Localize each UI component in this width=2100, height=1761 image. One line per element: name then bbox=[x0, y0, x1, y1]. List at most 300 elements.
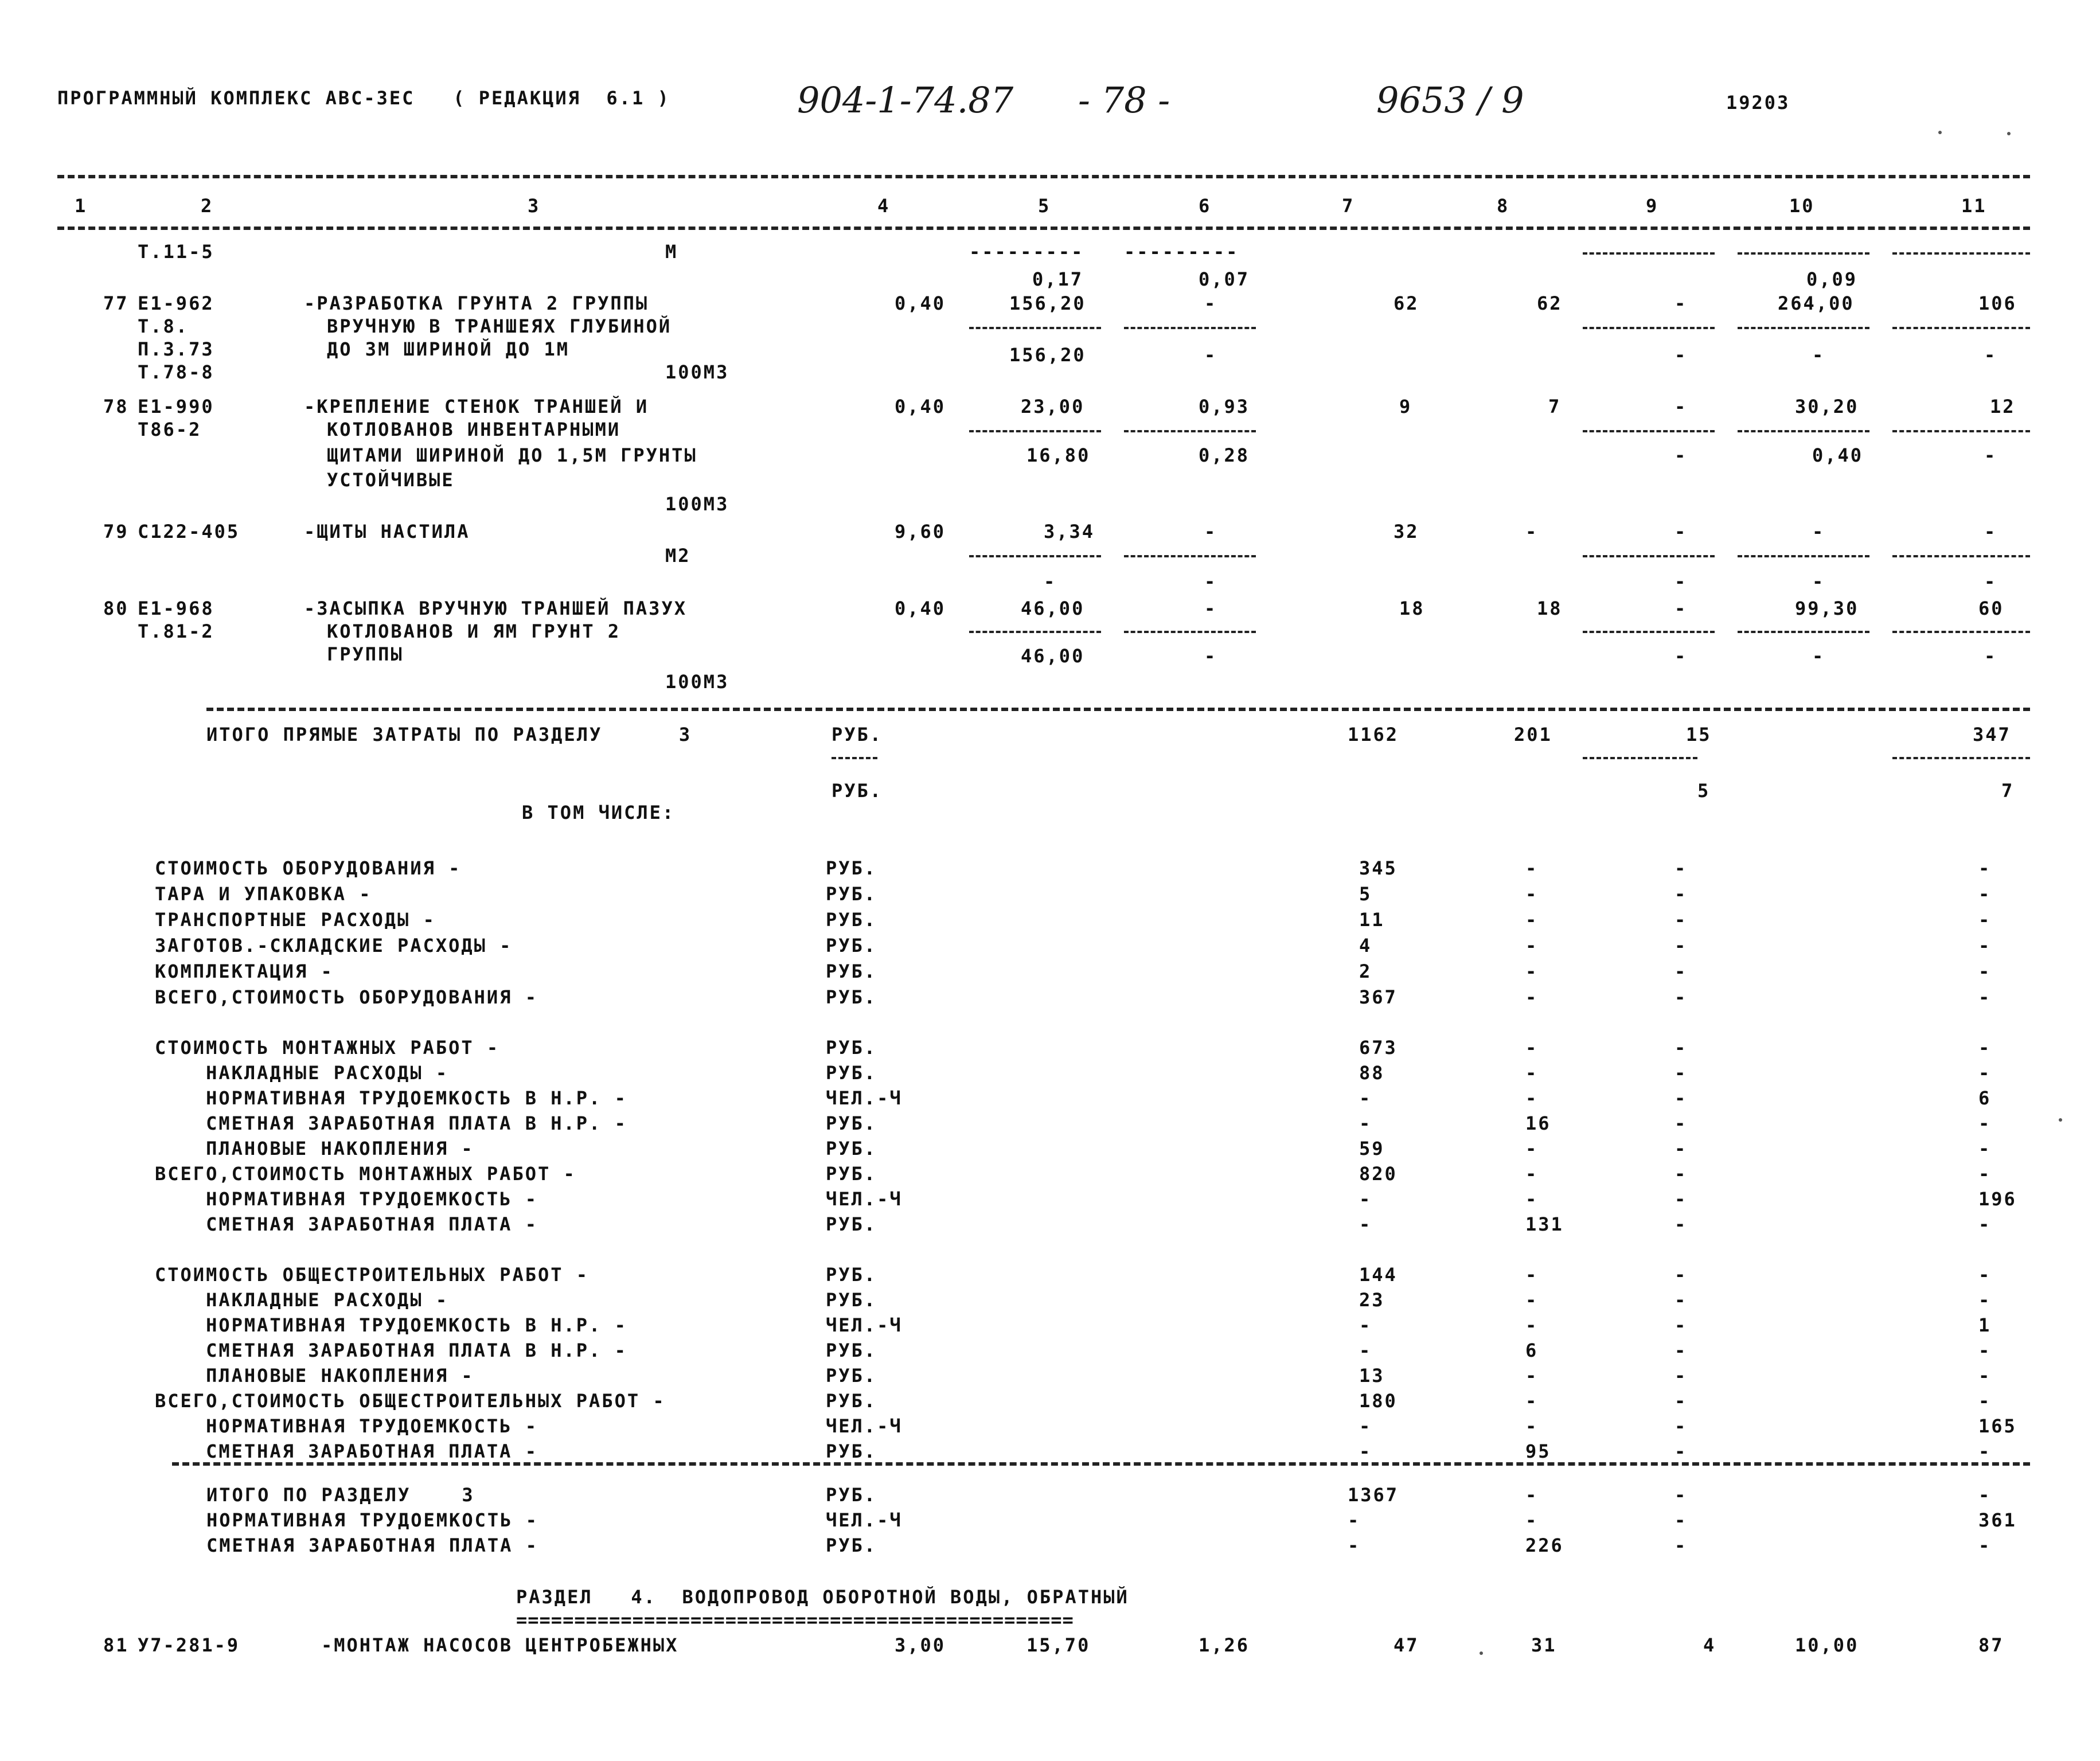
cell-c5: 23,00 bbox=[1021, 396, 1085, 417]
summary-label: ПЛАНОВЫЕ НАКОПЛЕНИЯ - bbox=[155, 1138, 474, 1159]
column-number: 2 bbox=[201, 195, 214, 217]
cell-c8: - bbox=[1525, 521, 1539, 542]
section-4-title: РАЗДЕЛ 4. ВОДОПРОВОД ОБОРОТНОЙ ВОДЫ, ОБРАТНЫЙ bbox=[516, 1586, 1129, 1608]
summary-c8: - bbox=[1525, 857, 1539, 879]
entry-code: Т86-2 bbox=[138, 419, 202, 440]
direct-costs-c7: 1162 bbox=[1348, 724, 1399, 745]
direct-costs-label: ИТОГО ПРЯМЫЕ ЗАТРАТЫ ПО РАЗДЕЛУ 3 bbox=[206, 724, 692, 745]
cell-c10-bottom: 0,40 bbox=[1812, 444, 1864, 466]
summary-unit: ЧЕЛ.-Ч bbox=[826, 1415, 903, 1437]
cell-c10: 30,20 bbox=[1795, 396, 1859, 417]
column-number: 11 bbox=[1961, 195, 1987, 217]
summary-label: СМЕТНАЯ ЗАРАБОТНАЯ ПЛАТА - bbox=[155, 1213, 538, 1235]
cell-divider bbox=[1124, 555, 1256, 557]
summary-c11: - bbox=[1978, 1340, 1992, 1361]
summary-c11: - bbox=[1978, 960, 1992, 982]
section-total-c9: - bbox=[1674, 1509, 1688, 1531]
summary-c11: - bbox=[1978, 1390, 1992, 1412]
cell-c8: 18 bbox=[1537, 598, 1563, 619]
cell-divider bbox=[1892, 430, 2030, 432]
column-number: 8 bbox=[1497, 195, 1510, 217]
entry-quantity: 0,40 bbox=[895, 292, 946, 314]
summary-c8: 95 bbox=[1525, 1440, 1551, 1462]
cell-c7: 62 bbox=[1394, 292, 1419, 314]
entry-code: Т.11-5 bbox=[138, 241, 214, 263]
summary-c9: - bbox=[1674, 1062, 1688, 1084]
entry-unit: 100М3 bbox=[665, 671, 729, 693]
cell-c9-bottom: - bbox=[1674, 344, 1688, 366]
summary-c7: - bbox=[1359, 1440, 1372, 1462]
summary-label: КОМПЛЕКТАЦИЯ - bbox=[155, 960, 334, 982]
summary-c8: - bbox=[1525, 1087, 1539, 1109]
summary-label: СМЕТНАЯ ЗАРАБОТНАЯ ПЛАТА В Н.Р. - bbox=[155, 1340, 627, 1361]
summary-c7: 4 bbox=[1359, 935, 1372, 956]
scan-speck bbox=[2059, 1118, 2062, 1122]
cell-divider bbox=[1738, 631, 1869, 633]
summary-c8: - bbox=[1525, 1163, 1539, 1185]
section-totals-rule bbox=[172, 1462, 2030, 1466]
cell-c5-bottom: 46,00 bbox=[1021, 645, 1085, 667]
direct-costs-c11-bottom: 7 bbox=[2001, 780, 2015, 802]
cell-divider bbox=[1124, 430, 1256, 432]
summary-label: НАКЛАДНЫЕ РАСХОДЫ - bbox=[155, 1289, 449, 1311]
cell-divider bbox=[1583, 430, 1715, 432]
column-number: 5 bbox=[1038, 195, 1051, 217]
document-number: 19203 bbox=[1726, 92, 1790, 114]
summary-unit: ЧЕЛ.-Ч bbox=[826, 1188, 903, 1210]
summary-c11: - bbox=[1978, 909, 1992, 931]
cell-c11-bottom: - bbox=[1984, 645, 1997, 667]
cell-c11-bottom: - bbox=[1984, 344, 1997, 366]
handwritten-sheet-number: 9653 / 9 bbox=[1376, 79, 1524, 121]
summary-c7: 11 bbox=[1359, 909, 1385, 931]
summary-label: СТОИМОСТЬ ОБОРУДОВАНИЯ - bbox=[155, 857, 462, 879]
summary-c11: 196 bbox=[1978, 1188, 2017, 1210]
cell-c9: - bbox=[1674, 396, 1688, 417]
cell-c10-bottom: - bbox=[1812, 645, 1825, 667]
entry-description: -ЗАСЫПКА ВРУЧНУЮ ТРАНШЕЙ ПАЗУХ bbox=[304, 598, 687, 619]
summary-unit: РУБ. bbox=[826, 1213, 877, 1235]
summary-c9: - bbox=[1674, 883, 1688, 905]
summary-c7: 23 bbox=[1359, 1289, 1385, 1311]
column-number: 3 bbox=[528, 195, 541, 217]
entry-description: -КРЕПЛЕНИЕ СТЕНОК ТРАНШЕЙ И bbox=[304, 396, 649, 417]
cell-divider bbox=[1583, 631, 1715, 633]
summary-unit: РУБ. bbox=[826, 1112, 877, 1134]
cell-c11: 60 bbox=[1978, 598, 2004, 619]
summary-c9: - bbox=[1674, 1037, 1688, 1059]
handwritten-page-number: - 78 - bbox=[1078, 79, 1170, 121]
entry-unit: 100М3 bbox=[665, 361, 729, 383]
cell-c10-bottom: - bbox=[1812, 344, 1825, 366]
summary-unit: РУБ. bbox=[826, 1138, 877, 1159]
column-number: 10 bbox=[1789, 195, 1815, 217]
entry-description: КОТЛОВАНОВ И ЯМ ГРУНТ 2 bbox=[327, 620, 621, 642]
summary-c8: - bbox=[1525, 1264, 1539, 1286]
summary-c8: - bbox=[1525, 1314, 1539, 1336]
cell-c11: 106 bbox=[1978, 292, 2017, 314]
cell-c8: 7 bbox=[1548, 396, 1562, 417]
entry-code: Т.81-2 bbox=[138, 620, 214, 642]
summary-c8: - bbox=[1525, 1188, 1539, 1210]
summary-label: ТРАНСПОРТНЫЕ РАСХОДЫ - bbox=[155, 909, 436, 931]
section-total-c7: - bbox=[1348, 1534, 1361, 1556]
summary-unit: РУБ. bbox=[826, 960, 877, 982]
cell-c10: 99,30 bbox=[1795, 598, 1859, 619]
summary-c9: - bbox=[1674, 1112, 1688, 1134]
summary-c7: 2 bbox=[1359, 960, 1372, 982]
cell-divider: --------- bbox=[969, 241, 1084, 263]
summary-c11: - bbox=[1978, 1138, 1992, 1159]
summary-label: НОРМАТИВНАЯ ТРУДОЕМКОСТЬ В Н.Р. - bbox=[155, 1314, 627, 1336]
summary-label: СМЕТНАЯ ЗАРАБОТНАЯ ПЛАТА В Н.Р. - bbox=[155, 1112, 627, 1134]
summary-c11: - bbox=[1978, 1112, 1992, 1134]
cell-c9-bottom: - bbox=[1674, 444, 1688, 466]
summary-c11: - bbox=[1978, 986, 1992, 1008]
summary-c9: - bbox=[1674, 1390, 1688, 1412]
summary-unit: РУБ. bbox=[826, 1365, 877, 1387]
summary-c8: - bbox=[1525, 1365, 1539, 1387]
totals-rule bbox=[206, 708, 2030, 711]
direct-costs-unit: РУБ. bbox=[832, 724, 883, 745]
summary-c7: - bbox=[1359, 1087, 1372, 1109]
section-total-c8: - bbox=[1525, 1509, 1539, 1531]
summary-unit: РУБ. bbox=[826, 1340, 877, 1361]
section-total-c8: - bbox=[1525, 1484, 1539, 1506]
summary-c9: - bbox=[1674, 986, 1688, 1008]
cell-c7: 32 bbox=[1394, 521, 1419, 542]
cell-divider bbox=[1124, 327, 1256, 329]
entry-unit: М bbox=[665, 241, 678, 263]
section-total-label: ИТОГО ПО РАЗДЕЛУ 3 bbox=[206, 1484, 475, 1506]
entry-code: Е1-990 bbox=[138, 396, 214, 417]
cell-divider bbox=[1892, 555, 2030, 557]
summary-c11: - bbox=[1978, 1289, 1992, 1311]
summary-c7: 345 bbox=[1359, 857, 1398, 879]
cell-divider bbox=[832, 757, 877, 759]
summary-c7: - bbox=[1359, 1314, 1372, 1336]
summary-c8: - bbox=[1525, 1037, 1539, 1059]
summary-c9: - bbox=[1674, 1138, 1688, 1159]
cell-c5: 46,00 bbox=[1021, 598, 1085, 619]
cell-c11: - bbox=[1984, 521, 1997, 542]
entry-unit: М2 bbox=[665, 545, 691, 567]
section-total-c7: 1367 bbox=[1348, 1484, 1399, 1506]
summary-c9: - bbox=[1674, 1087, 1688, 1109]
cell-divider bbox=[969, 631, 1101, 633]
cell-divider bbox=[1892, 631, 2030, 633]
entry-number: 78 bbox=[103, 396, 129, 417]
summary-unit: РУБ. bbox=[826, 1390, 877, 1412]
cell-c5: 156,20 bbox=[1009, 292, 1086, 314]
summary-c11: - bbox=[1978, 1037, 1992, 1059]
cell-divider bbox=[1583, 757, 1697, 759]
cell-divider bbox=[1738, 327, 1869, 329]
entry-description: ЩИТАМИ ШИРИНОЙ ДО 1,5М ГРУНТЫ bbox=[327, 444, 697, 466]
summary-c9: - bbox=[1674, 1340, 1688, 1361]
section-total-unit: РУБ. bbox=[826, 1534, 877, 1556]
section-total-label: СМЕТНАЯ ЗАРАБОТНАЯ ПЛАТА - bbox=[206, 1534, 538, 1556]
summary-c8: - bbox=[1525, 1390, 1539, 1412]
column-number: 7 bbox=[1342, 195, 1355, 217]
cell-c10-bottom: - bbox=[1812, 571, 1825, 592]
section-total-c9: - bbox=[1674, 1534, 1688, 1556]
cell-c9: - bbox=[1674, 598, 1688, 619]
section-total-c11: - bbox=[1978, 1484, 1992, 1506]
summary-unit: РУБ. bbox=[826, 1264, 877, 1286]
section-total-unit: ЧЕЛ.-Ч bbox=[826, 1509, 903, 1531]
summary-c9: - bbox=[1674, 1264, 1688, 1286]
summary-label: НАКЛАДНЫЕ РАСХОДЫ - bbox=[155, 1062, 449, 1084]
column-number: 9 bbox=[1646, 195, 1659, 217]
summary-c9: - bbox=[1674, 909, 1688, 931]
entry-description: ВРУЧНУЮ В ТРАНШЕЯХ ГЛУБИНОЙ bbox=[327, 315, 672, 337]
summary-c7: - bbox=[1359, 1213, 1372, 1235]
summary-unit: РУБ. bbox=[826, 883, 877, 905]
cell-c6-top: 0,07 bbox=[1199, 268, 1250, 290]
entry-code: Е1-968 bbox=[138, 598, 214, 619]
summary-label: НОРМАТИВНАЯ ТРУДОЕМКОСТЬ - bbox=[155, 1415, 538, 1437]
summary-c8: - bbox=[1525, 1289, 1539, 1311]
column-number: 1 bbox=[75, 195, 88, 217]
summary-c7: 180 bbox=[1359, 1390, 1398, 1412]
cell-divider bbox=[1738, 430, 1869, 432]
cell-c6: - bbox=[1204, 521, 1217, 542]
cell-c7: 18 bbox=[1399, 598, 1425, 619]
cell-c11-bottom: - bbox=[1984, 444, 1997, 466]
summary-c8: - bbox=[1525, 1138, 1539, 1159]
cell-divider: --------- bbox=[1124, 241, 1239, 263]
summary-c9: - bbox=[1674, 1440, 1688, 1462]
cell-c9: - bbox=[1674, 292, 1688, 314]
summary-c11: - bbox=[1978, 935, 1992, 956]
summary-c9: - bbox=[1674, 857, 1688, 879]
summary-c7: - bbox=[1359, 1340, 1372, 1361]
entry-description: ДО 3М ШИРИНОЙ ДО 1М bbox=[327, 338, 570, 360]
summary-c7: 367 bbox=[1359, 986, 1398, 1008]
summary-unit: РУБ. bbox=[826, 1037, 877, 1059]
summary-c7: 88 bbox=[1359, 1062, 1385, 1084]
cell-c6-bottom: - bbox=[1204, 645, 1217, 667]
direct-costs-c9: 15 bbox=[1686, 724, 1712, 745]
summary-c8: - bbox=[1525, 960, 1539, 982]
summary-unit: РУБ. bbox=[826, 909, 877, 931]
summary-unit: РУБ. bbox=[826, 1440, 877, 1462]
column-number: 4 bbox=[877, 195, 891, 217]
cell-c11: 12 bbox=[1990, 396, 2016, 417]
entry-description: -ЩИТЫ НАСТИЛА bbox=[304, 521, 470, 542]
cell-c11-bottom: - bbox=[1984, 571, 1997, 592]
cell-c6: - bbox=[1204, 598, 1217, 619]
summary-c9: - bbox=[1674, 1365, 1688, 1387]
summary-c8: - bbox=[1525, 1415, 1539, 1437]
scan-speck bbox=[1480, 1651, 1483, 1655]
cell-divider bbox=[1892, 327, 2030, 329]
cell-c5-bottom: 16,80 bbox=[1026, 444, 1091, 466]
cell-c9: 4 bbox=[1703, 1634, 1716, 1656]
entry-description: -РАЗРАБОТКА ГРУНТА 2 ГРУППЫ bbox=[304, 292, 649, 314]
entry-description: ГРУППЫ bbox=[327, 643, 404, 665]
summary-unit: РУБ. bbox=[826, 1289, 877, 1311]
summary-c8: 16 bbox=[1525, 1112, 1551, 1134]
section-total-label: НОРМАТИВНАЯ ТРУДОЕМКОСТЬ - bbox=[206, 1509, 538, 1531]
entry-code: У7-281-9 bbox=[138, 1634, 240, 1656]
cell-c6-bottom: - bbox=[1204, 344, 1217, 366]
entry-number: 77 bbox=[103, 292, 129, 314]
summary-c11: - bbox=[1978, 857, 1992, 879]
cell-c10: 10,00 bbox=[1795, 1634, 1859, 1656]
cell-c10: 264,00 bbox=[1778, 292, 1855, 314]
summary-unit: РУБ. bbox=[826, 986, 877, 1008]
cell-c6-bottom: 0,28 bbox=[1199, 444, 1250, 466]
summary-c11: - bbox=[1978, 1365, 1992, 1387]
summary-label: ЗАГОТОВ.-СКЛАДСКИЕ РАСХОДЫ - bbox=[155, 935, 513, 956]
cell-c10-top: 0,09 bbox=[1806, 268, 1858, 290]
cell-divider bbox=[1583, 327, 1715, 329]
summary-c11: - bbox=[1978, 1062, 1992, 1084]
summary-c8: - bbox=[1525, 1062, 1539, 1084]
direct-costs-c8: 201 bbox=[1514, 724, 1552, 745]
summary-c7: - bbox=[1359, 1112, 1372, 1134]
table-top-rule bbox=[57, 175, 2030, 178]
entry-code: С122-405 bbox=[138, 521, 240, 542]
summary-c11: - bbox=[1978, 1440, 1992, 1462]
section-total-unit: РУБ. bbox=[826, 1484, 877, 1506]
cell-divider bbox=[1124, 631, 1256, 633]
including-heading: В ТОМ ЧИСЛЕ: bbox=[522, 802, 676, 823]
summary-label: НОРМАТИВНАЯ ТРУДОЕМКОСТЬ В Н.Р. - bbox=[155, 1087, 627, 1109]
summary-c7: - bbox=[1359, 1415, 1372, 1437]
summary-label: ВСЕГО,СТОИМОСТЬ ОБОРУДОВАНИЯ - bbox=[155, 986, 538, 1008]
summary-c8: - bbox=[1525, 909, 1539, 931]
cell-divider bbox=[969, 555, 1101, 557]
summary-label: СМЕТНАЯ ЗАРАБОТНАЯ ПЛАТА - bbox=[155, 1440, 538, 1462]
summary-c11: 1 bbox=[1978, 1314, 1992, 1336]
summary-c8: - bbox=[1525, 883, 1539, 905]
cell-c10: - bbox=[1812, 521, 1825, 542]
direct-costs-c11: 347 bbox=[1973, 724, 2011, 745]
summary-c9: - bbox=[1674, 1289, 1688, 1311]
summary-unit: ЧЕЛ.-Ч bbox=[826, 1087, 903, 1109]
summary-c11: - bbox=[1978, 883, 1992, 905]
summary-c8: 131 bbox=[1525, 1213, 1564, 1235]
cell-divider bbox=[1583, 252, 1715, 255]
cell-divider bbox=[1583, 555, 1715, 557]
summary-c11: 165 bbox=[1978, 1415, 2017, 1437]
cell-c6: 1,26 bbox=[1199, 1634, 1250, 1656]
summary-c8: - bbox=[1525, 986, 1539, 1008]
entry-code: Т.78-8 bbox=[138, 361, 214, 383]
cell-c6-bottom: - bbox=[1204, 571, 1217, 592]
summary-c9: - bbox=[1674, 960, 1688, 982]
entry-code: Т.8. bbox=[138, 315, 189, 337]
summary-unit: РУБ. bbox=[826, 1163, 877, 1185]
cell-c6: 0,93 bbox=[1199, 396, 1250, 417]
summary-c9: - bbox=[1674, 1415, 1688, 1437]
entry-description: -МОНТАЖ НАСОСОВ ЦЕНТРОБЕЖНЫХ bbox=[321, 1634, 679, 1656]
summary-label: ВСЕГО,СТОИМОСТЬ МОНТАЖНЫХ РАБОТ - bbox=[155, 1163, 576, 1185]
cell-divider bbox=[1892, 252, 2030, 255]
section-4-underline: ================================================ bbox=[516, 1609, 1074, 1631]
entry-number: 80 bbox=[103, 598, 129, 619]
summary-c11: - bbox=[1978, 1213, 1992, 1235]
summary-c8: - bbox=[1525, 935, 1539, 956]
entry-unit: 100М3 bbox=[665, 493, 729, 515]
column-number: 6 bbox=[1199, 195, 1212, 217]
summary-c7: 820 bbox=[1359, 1163, 1398, 1185]
summary-c11: - bbox=[1978, 1163, 1992, 1185]
cell-c8: 62 bbox=[1537, 292, 1563, 314]
summary-c7: 59 bbox=[1359, 1138, 1385, 1159]
cell-c5-bottom: - bbox=[1044, 571, 1057, 592]
cell-c9-bottom: - bbox=[1674, 645, 1688, 667]
cell-divider bbox=[1738, 252, 1869, 255]
summary-label: ВСЕГО,СТОИМОСТЬ ОБЩЕСТРОИТЕЛЬНЫХ РАБОТ - bbox=[155, 1390, 666, 1412]
summary-c9: - bbox=[1674, 1314, 1688, 1336]
summary-unit: ЧЕЛ.-Ч bbox=[826, 1314, 903, 1336]
cell-c11: 87 bbox=[1978, 1634, 2004, 1656]
cell-c9: - bbox=[1674, 521, 1688, 542]
program-title: ПРОГРАММНЫЙ КОМПЛЕКС АВС-3ЕС ( РЕДАКЦИЯ 6.1 ) bbox=[57, 87, 670, 109]
cell-c5-top: 0,17 bbox=[1032, 268, 1084, 290]
summary-c9: - bbox=[1674, 1213, 1688, 1235]
summary-unit: РУБ. bbox=[826, 1062, 877, 1084]
cell-divider bbox=[1892, 757, 2030, 759]
scan-speck bbox=[2007, 132, 2011, 135]
entry-quantity: 0,40 bbox=[895, 396, 946, 417]
cell-divider bbox=[969, 430, 1101, 432]
summary-unit: РУБ. bbox=[826, 935, 877, 956]
summary-label: СТОИМОСТЬ ОБЩЕСТРОИТЕЛЬНЫХ РАБОТ - bbox=[155, 1264, 590, 1286]
column-header-rule bbox=[57, 227, 2030, 230]
entry-quantity: 0,40 bbox=[895, 598, 946, 619]
cell-divider bbox=[1738, 555, 1869, 557]
summary-label: НОРМАТИВНАЯ ТРУДОЕМКОСТЬ - bbox=[155, 1188, 538, 1210]
entry-description: УСТОЙЧИВЫЕ bbox=[327, 469, 455, 491]
entry-code: Е1-962 bbox=[138, 292, 214, 314]
entry-quantity: 3,00 bbox=[895, 1634, 946, 1656]
summary-label: ТАРА И УПАКОВКА - bbox=[155, 883, 372, 905]
summary-c11: - bbox=[1978, 1264, 1992, 1286]
cell-c7: 47 bbox=[1394, 1634, 1419, 1656]
section-total-c11: - bbox=[1978, 1534, 1992, 1556]
summary-c8: 6 bbox=[1525, 1340, 1539, 1361]
section-total-c11: 361 bbox=[1978, 1509, 2017, 1531]
summary-unit: РУБ. bbox=[826, 857, 877, 879]
scan-speck bbox=[1938, 131, 1942, 134]
summary-c7: 13 bbox=[1359, 1365, 1385, 1387]
entry-number: 79 bbox=[103, 521, 129, 542]
cell-c7: 9 bbox=[1399, 396, 1412, 417]
cell-divider bbox=[969, 327, 1101, 329]
summary-c11: 6 bbox=[1978, 1087, 1992, 1109]
summary-c7: 5 bbox=[1359, 883, 1372, 905]
summary-c9: - bbox=[1674, 1188, 1688, 1210]
summary-c7: - bbox=[1359, 1188, 1372, 1210]
summary-label: СТОИМОСТЬ МОНТАЖНЫХ РАБОТ - bbox=[155, 1037, 500, 1059]
summary-label: ПЛАНОВЫЕ НАКОПЛЕНИЯ - bbox=[155, 1365, 474, 1387]
summary-c7: 673 bbox=[1359, 1037, 1398, 1059]
section-total-c8: 226 bbox=[1525, 1534, 1564, 1556]
cell-c6: - bbox=[1204, 292, 1217, 314]
entry-quantity: 9,60 bbox=[895, 521, 946, 542]
section-total-c7: - bbox=[1348, 1509, 1361, 1531]
cell-c8: 31 bbox=[1531, 1634, 1557, 1656]
cell-c9-bottom: - bbox=[1674, 571, 1688, 592]
summary-c7: 144 bbox=[1359, 1264, 1398, 1286]
summary-c9: - bbox=[1674, 1163, 1688, 1185]
cell-c5: 3,34 bbox=[1044, 521, 1095, 542]
